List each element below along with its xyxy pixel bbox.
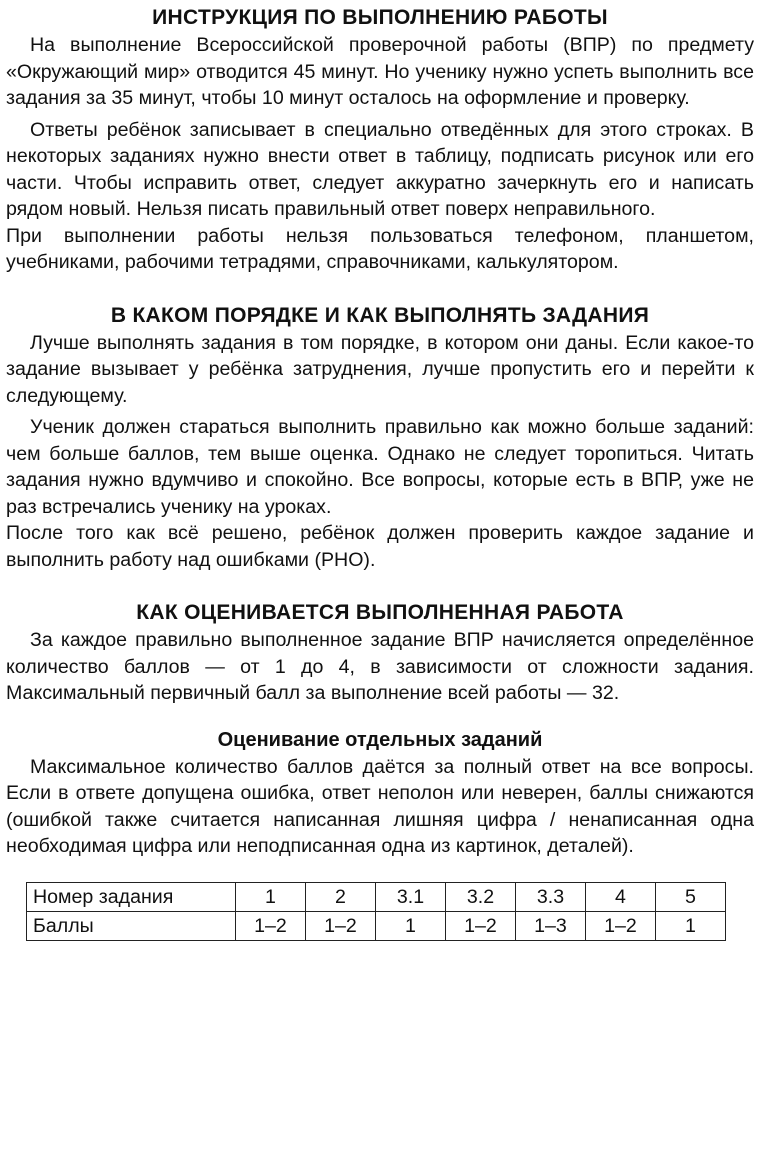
paragraph: При выполнении работы нельзя пользоваться телефоном, планшетом, учебниками, рабочими тетрадями, справочниками, калькулятором. (6, 224, 754, 273)
table-cell: 5 (656, 882, 726, 911)
score-table (26, 882, 726, 941)
table-header-task-number: Номер задания (27, 882, 236, 911)
subsection-title-task-grading: Оценивание отдельных заданий (217, 728, 543, 751)
paragraph: За каждое правильно выполненное задание ВПР начисляется определённое количество баллов — от 1 до 4, в зависимости от сложности задания. Максимальный первичный балл за выполнение всей работы — 32. (6, 629, 754, 704)
paragraph: Ученик должен стараться выполнить правильно как можно больше заданий: чем больше баллов, тем выше оценка. Однако не следует торопиться. Читать задания нужно вдумчиво и спокойно. Все вопросы, которые есть в ВПР, уже не раз встречались ученику на уроках. (6, 416, 754, 518)
table-cell: 1–2 (446, 911, 516, 940)
table-cell: 4 (586, 882, 656, 911)
table-cell: 1 (376, 911, 446, 940)
table-row-scores (27, 911, 726, 940)
table-cell: 1–2 (586, 911, 656, 940)
table-cell: 1 (656, 911, 726, 940)
table-cell: 3.3 (516, 882, 586, 911)
table-row-task-numbers (27, 882, 726, 911)
section-title-order: В КАКОМ ПОРЯДКЕ И КАК ВЫПОЛНЯТЬ ЗАДАНИЯ (110, 303, 650, 327)
table-cell: 2 (306, 882, 376, 911)
paragraph: На выполнение Всероссийской проверочной работы (ВПР) по предмету «Окружающий мир» отводится 45 минут. Но ученику нужно успеть выполнить все задания за 35 минут, чтобы 10 минут осталось на оформление и проверку. (6, 34, 754, 109)
paragraph: Максимальное количество баллов даётся за полный ответ на все вопросы. Если в ответе допущена ошибка, ответ неполон или неверен, баллы снижаются (ошибкой также считается написанная лишняя цифра / ненаписанная одна необходимая цифра или неподписанная одна из картинок, деталей). (6, 755, 754, 857)
table-cell: 1–2 (306, 911, 376, 940)
section-title-instructions: ИНСТРУКЦИЯ ПО ВЫПОЛНЕНИЮ РАБОТЫ (152, 6, 608, 29)
paragraph: Лучше выполнять задания в том порядке, в котором они даны. Если какое-то задание вызывает у ребёнка затруднения, лучше пропустить его и перейти к следующему. (6, 331, 754, 407)
paragraph: После того как всё решено, ребёнок должен проверить каждое задание и выполнить работу над ошибками (РНО). (6, 522, 754, 571)
table-header-scores: Баллы (27, 911, 236, 940)
table-cell: 3.2 (446, 882, 516, 911)
table-cell: 3.1 (376, 882, 446, 911)
table-cell: 1–2 (236, 911, 306, 940)
section-title-grading: КАК ОЦЕНИВАЕТСЯ ВЫПОЛНЕННАЯ РАБОТА (136, 601, 624, 624)
paragraph: Ответы ребёнок записывает в специально отведённых для этого строках. В некоторых заданиях нужно внести ответ в таблицу, подписать рисунок или его части. Чтобы исправить ответ, следует аккуратно зачеркнуть его и написать рядом новый. Нельзя писать правильный ответ поверх неправильного. (6, 118, 754, 220)
table-cell: 1 (236, 882, 306, 911)
table-cell: 1–3 (516, 911, 586, 940)
